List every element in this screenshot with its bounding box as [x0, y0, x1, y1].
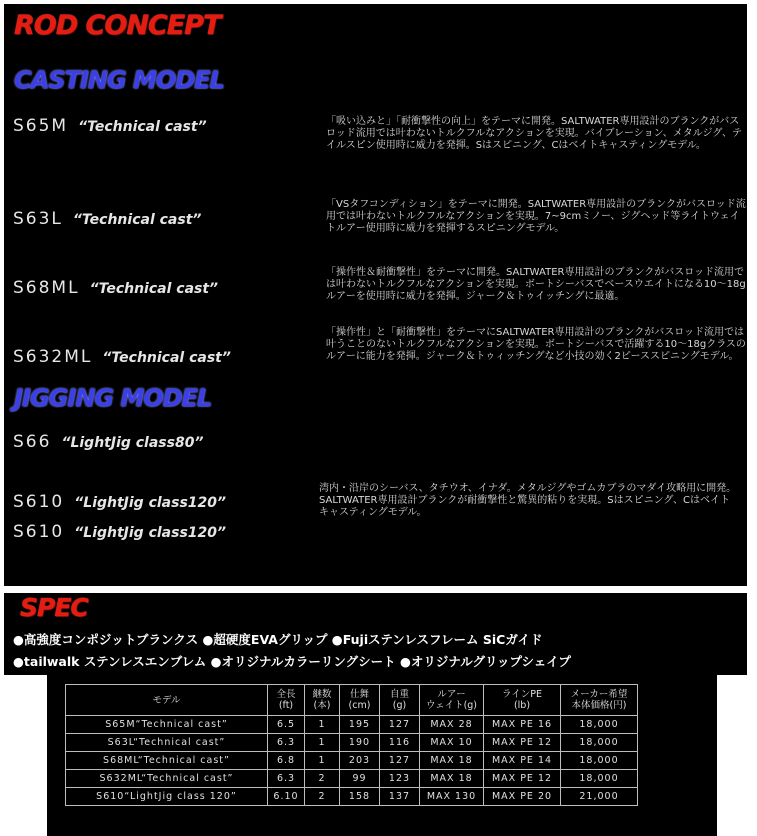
model-description: 「操作性＆耐衝撃性」をテーマに開発。SALTWATER専用設計のブランクがバスロッド流用では叶わないトルクフルなアクションを実現。ボートシーバスでベースウエイトになる10～18gルアーを使用時に威力を発揮。ジャーク＆トゥイッチングに最適。 [326, 267, 746, 302]
table-row [66, 770, 638, 788]
table-cell: 99 [340, 770, 380, 788]
model-name: “Technical cast” [72, 212, 202, 228]
model-code: S65M [13, 116, 69, 136]
table-cell: 18,000 [561, 734, 638, 752]
spec-table [65, 684, 638, 806]
table-cell: 127 [380, 752, 420, 770]
model-s65m [13, 116, 207, 136]
table-header-row [66, 685, 638, 716]
table-cell: 6.3 [268, 734, 305, 752]
spec-table-panel [47, 675, 717, 836]
rod-concept-panel [4, 4, 747, 376]
table-cell: MAX PE 12 [484, 734, 561, 752]
column-header: メーカー希望 本体価格(円) [561, 685, 638, 716]
model-s66 [13, 432, 203, 452]
table-cell: 203 [340, 752, 380, 770]
model-code: S63L [13, 209, 63, 229]
table-cell: MAX PE 12 [484, 770, 561, 788]
table-cell: MAX 10 [420, 734, 484, 752]
table-cell: 18,000 [561, 752, 638, 770]
table-row [66, 716, 638, 734]
model-name: “LightJig class120” [74, 525, 227, 541]
casting-model-title: CASTING MODEL [14, 66, 224, 94]
table-cell: 21,000 [561, 788, 638, 806]
model-description: 「操作性」と「耐衝撃性」をテーマにSALTWATER専用設計のブランクがバスロッド流用では叶うことのないトルクフルなアクションを実現。ボートシーバスで活躍する10～18gクラスのルアーに能力を発揮。ジャーク＆トゥィッチングなど小技の効く2ピーススピニングモデル。 [326, 327, 746, 362]
column-header: ラインPE (lb) [484, 685, 561, 716]
table-cell: MAX 18 [420, 770, 484, 788]
column-header: 仕舞 (cm) [340, 685, 380, 716]
column-header: モデル [66, 685, 268, 716]
table-cell: 6.8 [268, 752, 305, 770]
table-cell: 1 [305, 716, 340, 734]
table-row [66, 788, 638, 806]
model-code: S610 [13, 492, 65, 512]
table-cell: 123 [380, 770, 420, 788]
table-cell: MAX PE 16 [484, 716, 561, 734]
table-cell: 127 [380, 716, 420, 734]
column-header: ルアー ウェイト(g) [420, 685, 484, 716]
table-cell: MAX 18 [420, 752, 484, 770]
model-s63l [13, 209, 201, 229]
jigging-panel [4, 376, 747, 586]
table-cell: 158 [340, 788, 380, 806]
model-name: “Technical cast” [78, 119, 207, 135]
model-name: “Technical cast” [89, 281, 219, 297]
table-cell: MAX PE 14 [484, 752, 561, 770]
table-cell: S632ML“Technical cast” [66, 770, 268, 788]
table-cell: MAX PE 20 [484, 788, 561, 806]
jigging-model-title: JIGGING MODEL [14, 384, 212, 412]
table-cell: 137 [380, 788, 420, 806]
table-cell: S65M“Technical cast” [66, 716, 268, 734]
column-header: 継数 (本) [305, 685, 340, 716]
table-cell: 6.5 [268, 716, 305, 734]
spec-features-line-1: ●高強度コンポジットブランクス ●超硬度EVAグリップ ●Fujiステンレスフレーム SiCガイド [13, 632, 543, 647]
spec-panel [4, 593, 747, 675]
table-cell: S63L“Technical cast” [66, 734, 268, 752]
table-cell: 18,000 [561, 770, 638, 788]
table-cell: 6.3 [268, 770, 305, 788]
model-s610 [13, 492, 226, 512]
table-cell: 1 [305, 752, 340, 770]
model-code: S68ML [13, 278, 80, 298]
spec-title: SPEC [20, 593, 88, 622]
table-cell: 190 [340, 734, 380, 752]
table-cell: 6.10 [268, 788, 305, 806]
column-header: 自重 (g) [380, 685, 420, 716]
model-s610 [13, 522, 226, 542]
table-cell: MAX 130 [420, 788, 484, 806]
table-row [66, 734, 638, 752]
model-description: 「吸い込みと」「耐衝撃性の向上」をテーマに開発。SALTWATER専用設計のブランクがバスロッド流用では叶わないトルクフルなアクションを実現。バイブレーション、メタルジグ、テイルスピン使用時に威力を発揮。Sはスピニング、Cはベイトキャスティングモデル。 [326, 116, 742, 151]
table-cell: MAX 28 [420, 716, 484, 734]
column-header: 全長 (ft) [268, 685, 305, 716]
table-cell: S610“LightJig class 120” [66, 788, 268, 806]
table-cell: 2 [305, 770, 340, 788]
table-cell: 195 [340, 716, 380, 734]
spec-table-body [66, 716, 638, 806]
table-cell: S68ML“Technical cast” [66, 752, 268, 770]
jigging-description: 湾内・沿岸のシーバス、タチウオ、イナダ。メタルジグやゴムカブラのマダイ攻略用に開発。SALTWATER専用設計ブランクが耐衝撃性と驚異的粘りを実現。Sはスピニング、Cはベイトキャスティングモデル。 [319, 483, 737, 518]
spec-features-line-2: ●tailwalk ステンレスエンブレム ●オリジナルカラーリングシート ●オリジナルグリップシェイプ [13, 654, 571, 669]
model-code: S610 [13, 522, 65, 542]
table-cell: 116 [380, 734, 420, 752]
table-cell: 2 [305, 788, 340, 806]
model-name: “LightJig class120” [74, 495, 227, 511]
model-name: “Technical cast” [102, 350, 231, 366]
rod-concept-title: ROD CONCEPT [14, 10, 221, 41]
model-code: S632ML [13, 347, 93, 367]
model-s632ml [13, 347, 231, 367]
table-cell: 18,000 [561, 716, 638, 734]
model-s68ml [13, 278, 218, 298]
table-cell: 1 [305, 734, 340, 752]
model-name: “LightJig class80” [61, 435, 204, 451]
model-code: S66 [13, 432, 52, 452]
table-row [66, 752, 638, 770]
model-description: 「VSタフコンディション」をテーマに開発。SALTWATER専用設計のブランクがバスロッド流用では叶わないトルクフルなアクションを実現。7~9cmミノー、ジグヘッド等ライトウェイトルアー使用時に威力を発揮するスピニングモデル。 [326, 199, 746, 234]
